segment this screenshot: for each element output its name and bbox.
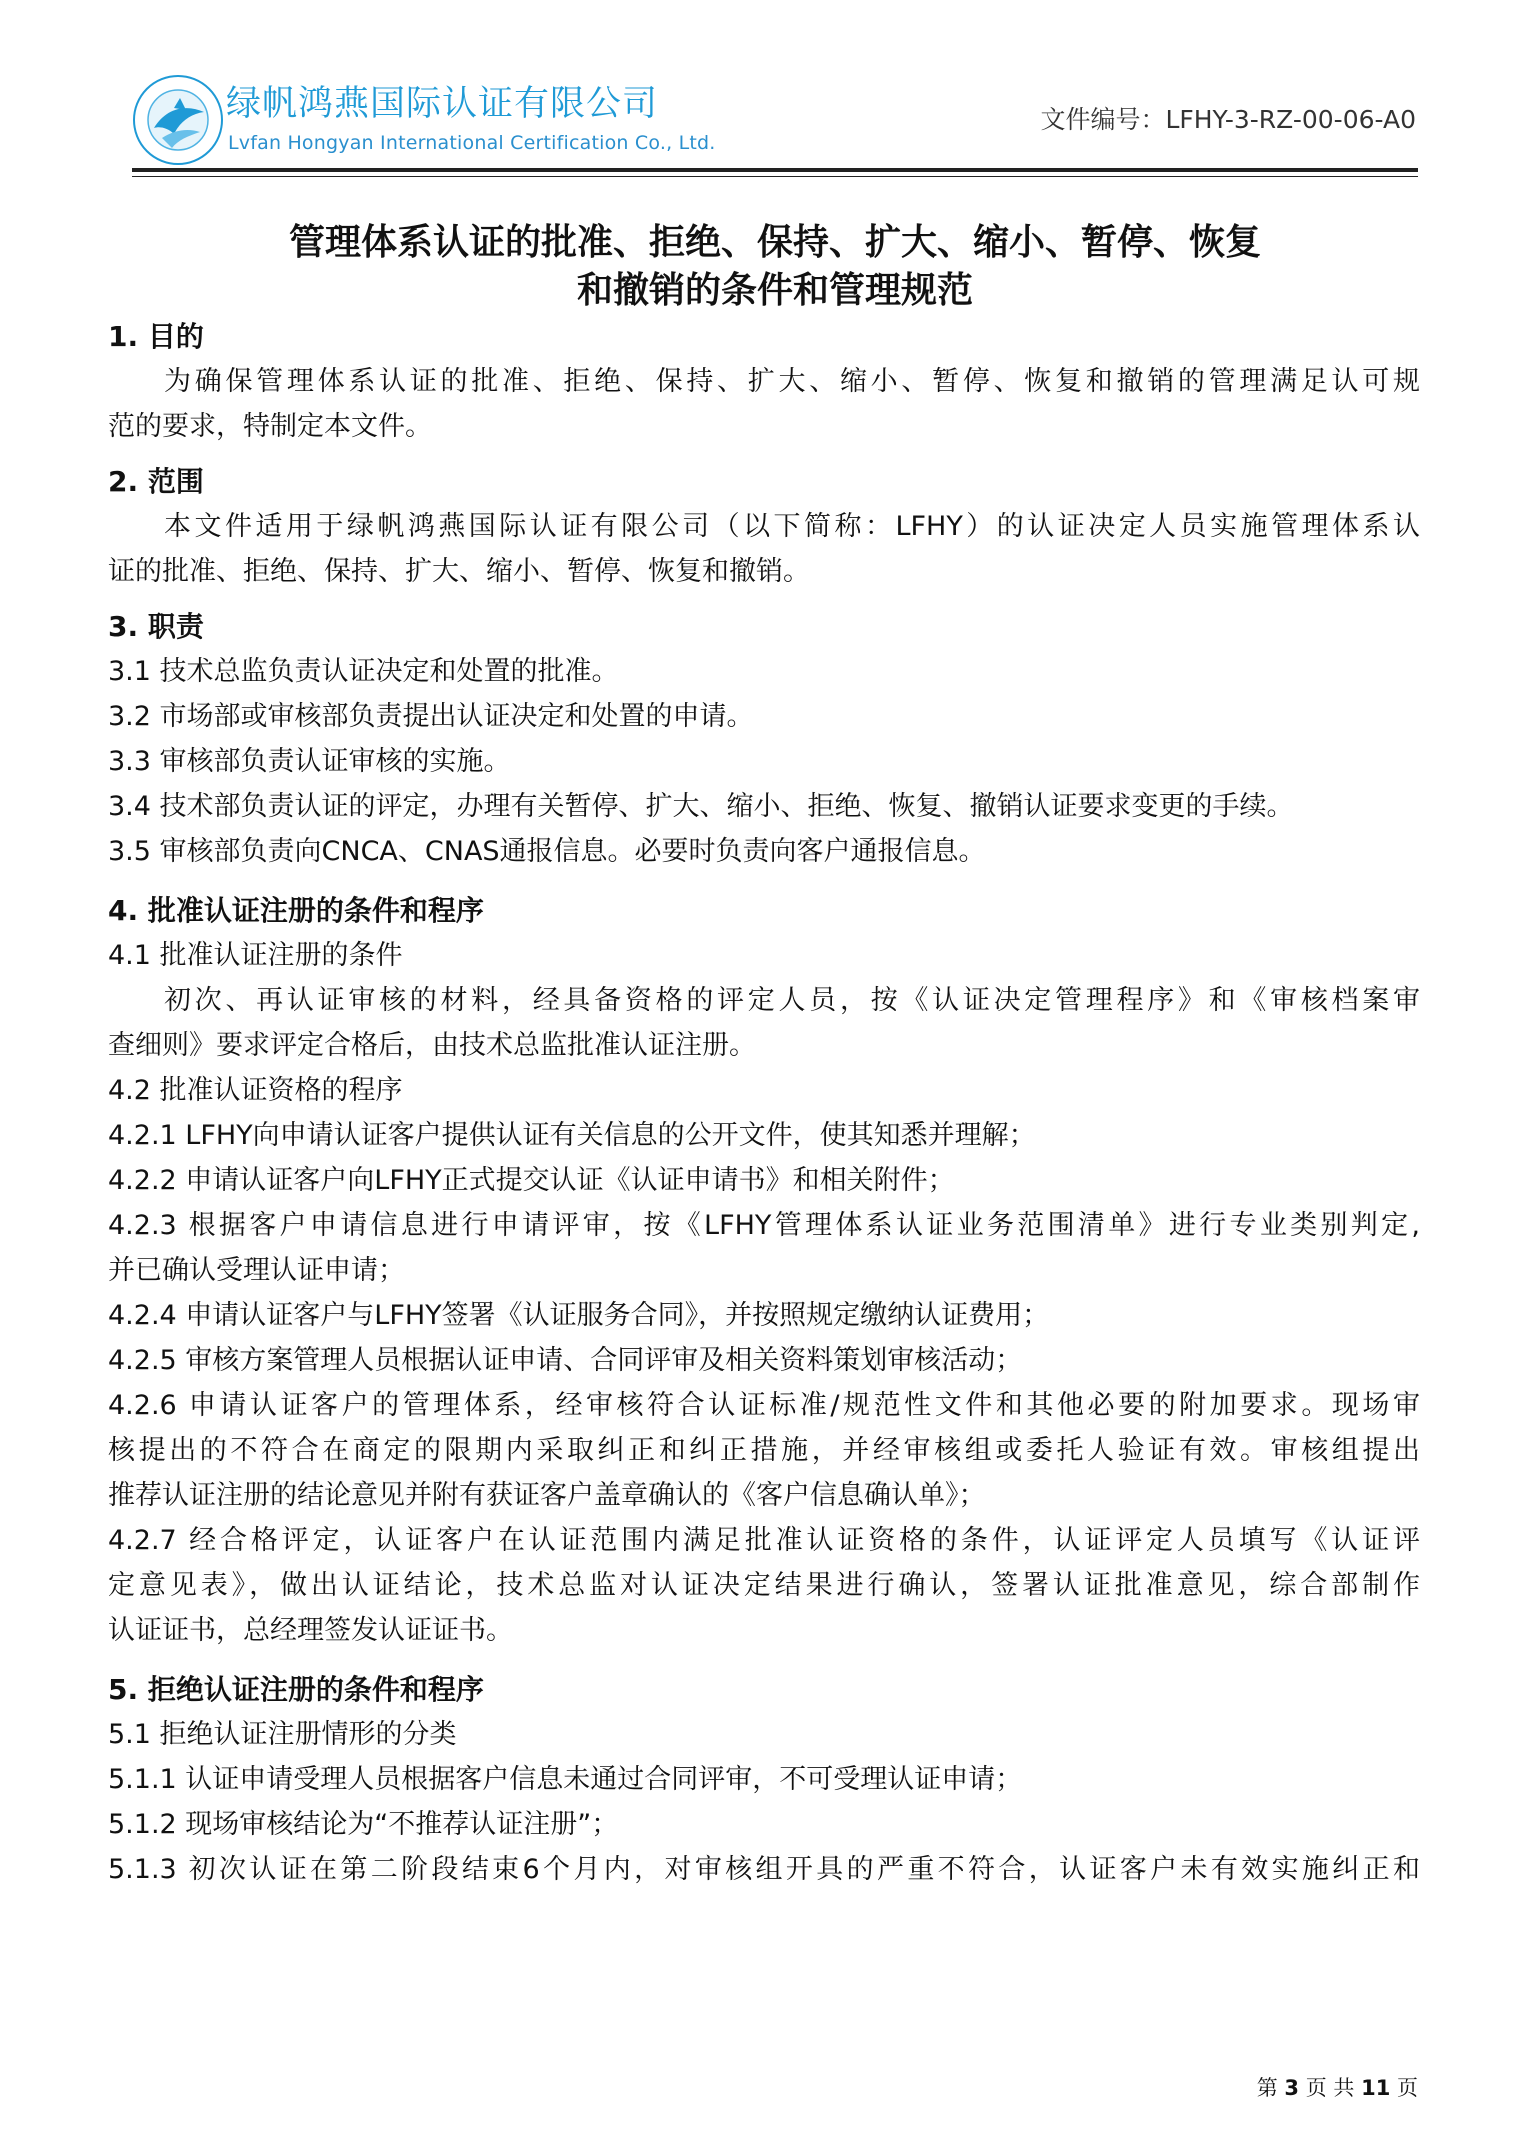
list-item: 4.2.2 申请认证客户向LFHY正式提交认证《认证申请书》和相关附件； <box>108 1165 955 1196</box>
list-item-continuation: 核提出的不符合在商定的限期内采取纠正和纠正措施，并经审核组或委托人验证有效。审核组提出 <box>108 1435 1420 1466</box>
section-heading-approval: 4. 批准认证注册的条件和程序 <box>108 894 484 927</box>
list-item: 5.1.1 认证申请受理人员根据客户信息未通过合同评审，不可受理认证申请； <box>108 1764 1023 1795</box>
document-title-line-1: 管理体系认证的批准、拒绝、保持、扩大、缩小、暂停、恢复 <box>288 222 1261 263</box>
list-item-continuation: 推荐认证注册的结论意见并附有获证客户盖章确认的《客户信息确认单》； <box>108 1480 986 1511</box>
footer-text: 第 <box>1256 2076 1285 2100</box>
company-logo-icon <box>128 68 228 168</box>
section-heading-rejection: 5. 拒绝认证注册的条件和程序 <box>108 1673 484 1706</box>
list-item-continuation: 并已确认受理认证申请； <box>108 1255 405 1286</box>
paragraph-line: 为确保管理体系认证的批准、拒绝、保持、扩大、缩小、暂停、恢复和撤销的管理满足认可规 <box>164 366 1420 397</box>
list-item: 3.4 技术部负责认证的评定，办理有关暂停、扩大、缩小、拒绝、恢复、撤销认证要求变更的手续。 <box>108 791 1294 822</box>
list-item: 5.1.2 现场审核结论为“不推荐认证注册”； <box>108 1809 619 1840</box>
current-page-number: 3 <box>1284 2076 1300 2100</box>
subsection-heading: 4.2 批准认证资格的程序 <box>108 1075 403 1106</box>
list-item-continuation: 认证证书，总经理签发认证证书。 <box>108 1615 513 1646</box>
paragraph-line: 范的要求，特制定本文件。 <box>108 411 432 442</box>
section-heading-responsibilities: 3. 职责 <box>108 610 204 643</box>
paragraph-line: 初次、再认证审核的材料，经具备资格的评定人员，按《认证决定管理程序》和《审核档案审 <box>164 985 1420 1016</box>
list-item: 3.3 审核部负责认证审核的实施。 <box>108 746 511 777</box>
document-number: 文件编号：LFHY-3-RZ-00-06-A0 <box>1040 105 1416 134</box>
document-body <box>108 314 1420 1892</box>
footer-text: 页 <box>1390 2076 1418 2100</box>
paragraph-line: 查细则》要求评定合格后，由技术总监批准认证注册。 <box>108 1030 756 1061</box>
list-item: 4.2.7 经合格评定，认证客户在认证范围内满足批准认证资格的条件，认证评定人员填写《认证评 <box>108 1525 1420 1556</box>
header-rule-thick <box>132 168 1418 172</box>
company-name-en: Lvfan Hongyan International Certification Co., Ltd. <box>228 132 716 154</box>
list-item-continuation: 定意见表》，做出认证结论，技术总监对认证决定结果进行确认，签署认证批准意见，综合部制作 <box>108 1570 1420 1601</box>
document-title-line-2: 和撤销的条件和管理规范 <box>576 270 973 311</box>
list-item: 4.2.6 申请认证客户的管理体系，经审核符合认证标准/规范性文件和其他必要的附加要求。现场审 <box>108 1390 1420 1421</box>
paragraph-line: 证的批准、拒绝、保持、扩大、缩小、暂停、恢复和撤销。 <box>108 556 810 587</box>
page-header <box>128 56 1418 168</box>
list-item: 4.2.4 申请认证客户与LFHY签署《认证服务合同》，并按照规定缴纳认证费用； <box>108 1300 1050 1331</box>
header-rule-thin <box>132 176 1418 177</box>
list-item: 4.2.3 根据客户申请信息进行申请评审，按《LFHY管理体系认证业务范围清单》进行专业类别判定, <box>108 1210 1420 1241</box>
section-heading-purpose: 1. 目的 <box>108 320 204 353</box>
section-heading-scope: 2. 范围 <box>108 465 204 498</box>
subsection-heading: 4.1 批准认证注册的条件 <box>108 940 403 971</box>
list-item: 4.2.5 审核方案管理人员根据认证申请、合同评审及相关资料策划审核活动； <box>108 1345 1023 1376</box>
list-item: 5.1.3 初次认证在第二阶段结束6个月内，对审核组开具的严重不符合，认证客户未有效实施纠正和 <box>108 1854 1420 1885</box>
company-name-cn: 绿帆鸿燕国际认证有限公司 <box>226 84 659 124</box>
list-item: 4.2.1 LFHY向申请认证客户提供认证有关信息的公开文件，使其知悉并理解； <box>108 1120 1036 1151</box>
total-page-count: 11 <box>1361 2076 1391 2100</box>
list-item: 3.5 审核部负责向CNCA、CNAS通报信息。必要时负责向客户通报信息。 <box>108 836 986 867</box>
list-item: 3.2 市场部或审核部负责提出认证决定和处置的申请。 <box>108 701 754 732</box>
paragraph-line: 本文件适用于绿帆鸿燕国际认证有限公司（以下简称：LFHY）的认证决定人员实施管理体系认 <box>164 511 1420 542</box>
footer-text: 页 共 <box>1299 2076 1362 2100</box>
list-item: 3.1 技术总监负责认证决定和处置的批准。 <box>108 656 619 687</box>
subsection-heading: 5.1 拒绝认证注册情形的分类 <box>108 1719 457 1750</box>
page-footer <box>1257 2072 1418 2102</box>
